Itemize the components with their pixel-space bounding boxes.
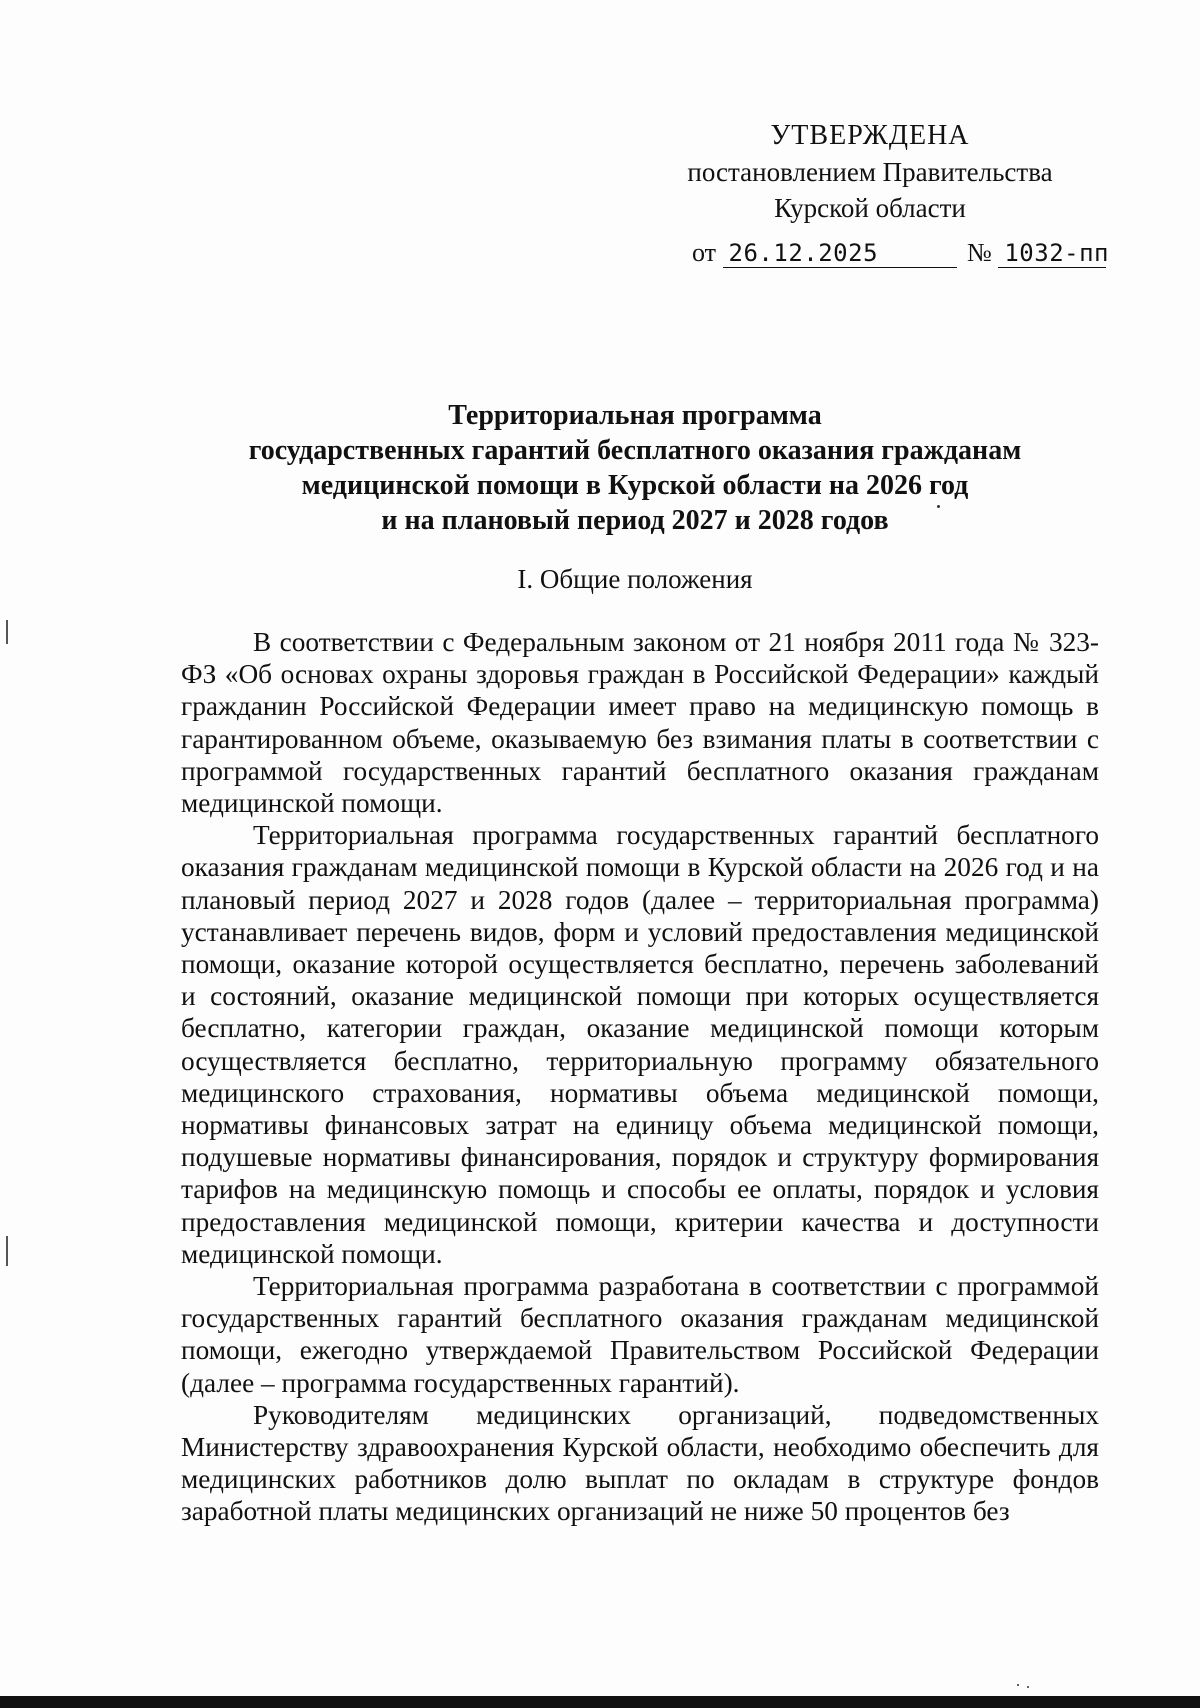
scan-speck (937, 505, 940, 508)
number-field (998, 239, 1109, 268)
scan-edge-mark (6, 1236, 8, 1266)
number-value: 1032-пп (1004, 239, 1109, 267)
title-line-1: Территориальная программа (448, 400, 822, 431)
document-title (170, 398, 1100, 538)
approval-line-1: постановлением Правительства (687, 157, 1053, 187)
number-sign: № (967, 238, 992, 267)
scan-bottom-edge (0, 1696, 1200, 1708)
section-heading: I. Общие положения (517, 564, 753, 594)
paragraph-2: Территориальная программа государственных гарантий бесплатного оказания гражданам медицинской помощи в Курской области на 2026 год и на плановый период 2027 и 2028 годов (далее – территориальная программа) устанавливает перечень видов, форм и условий предоставления медицинской помощи, оказание которой осуществляется бесплатно, перечень заболеваний и состояний, оказание медицинской помощи при которых осуществляется бесплатно, категории граждан, оказание медицинской помощи которым осуществляется бесплатно, территориальную программу обязательного медицинского страхования, нормативы объема медицинской помощи, нормативы финансовых затрат на единицу объема медицинской помощи, подушевые нормативы финансирования, порядок и структуру формирования тарифов на медицинскую помощь и способы ее оплаты, порядок и условия предоставления медицинской помощи, критерии качества и доступности медицинской помощи. (181, 820, 1099, 1269)
approval-block (640, 118, 1100, 226)
title-line-2: государственных гарантий бесплатного оказания гражданам (248, 435, 1022, 466)
document-body (181, 626, 1099, 1528)
paragraph-4: Руководителям медицинских организаций, подведомственных Министерству здравоохранения Курской области, необходимо обеспечить для медицинских работников долю выплат по окладам в структуре фондов заработной платы медицинских организаций не ниже 50 процентов без (181, 1399, 1099, 1527)
paragraph-3: Территориальная программа разработана в соответствии с программой государственных гарантий бесплатного оказания гражданам медицинской помощи, ежегодно утверждаемой Правительством Российской Федерации (далее – программа государственных гарантий). (181, 1271, 1099, 1398)
title-line-4: и на плановый период 2027 и 2028 годов (381, 505, 889, 536)
date-field (723, 240, 957, 268)
scan-speck (1017, 1684, 1019, 1686)
approval-title: УТВЕРЖДЕНА (770, 120, 970, 151)
paragraph-1: В соответствии с Федеральным законом от 21 ноября 2011 года № 323-ФЗ «Об основах охраны здоровья граждан в Российской Федерации» каждый гражданин Российской Федерации имеет право на медицинскую помощь в гарантированном объеме, оказываемую без взимания платы в соответствии с программой государственных гарантий бесплатного оказания гражданам медицинской помощи. (181, 627, 1099, 819)
approval-line-2: Курской области (774, 193, 966, 223)
resolution-date-number (692, 236, 1112, 270)
date-prefix: от (692, 238, 717, 267)
title-line-3: медицинской помощи в Курской области на 2026 год (301, 470, 969, 501)
scan-edge-mark (6, 620, 8, 644)
scan-speck (1027, 1686, 1029, 1688)
date-value: 26.12.2025 (728, 239, 879, 267)
